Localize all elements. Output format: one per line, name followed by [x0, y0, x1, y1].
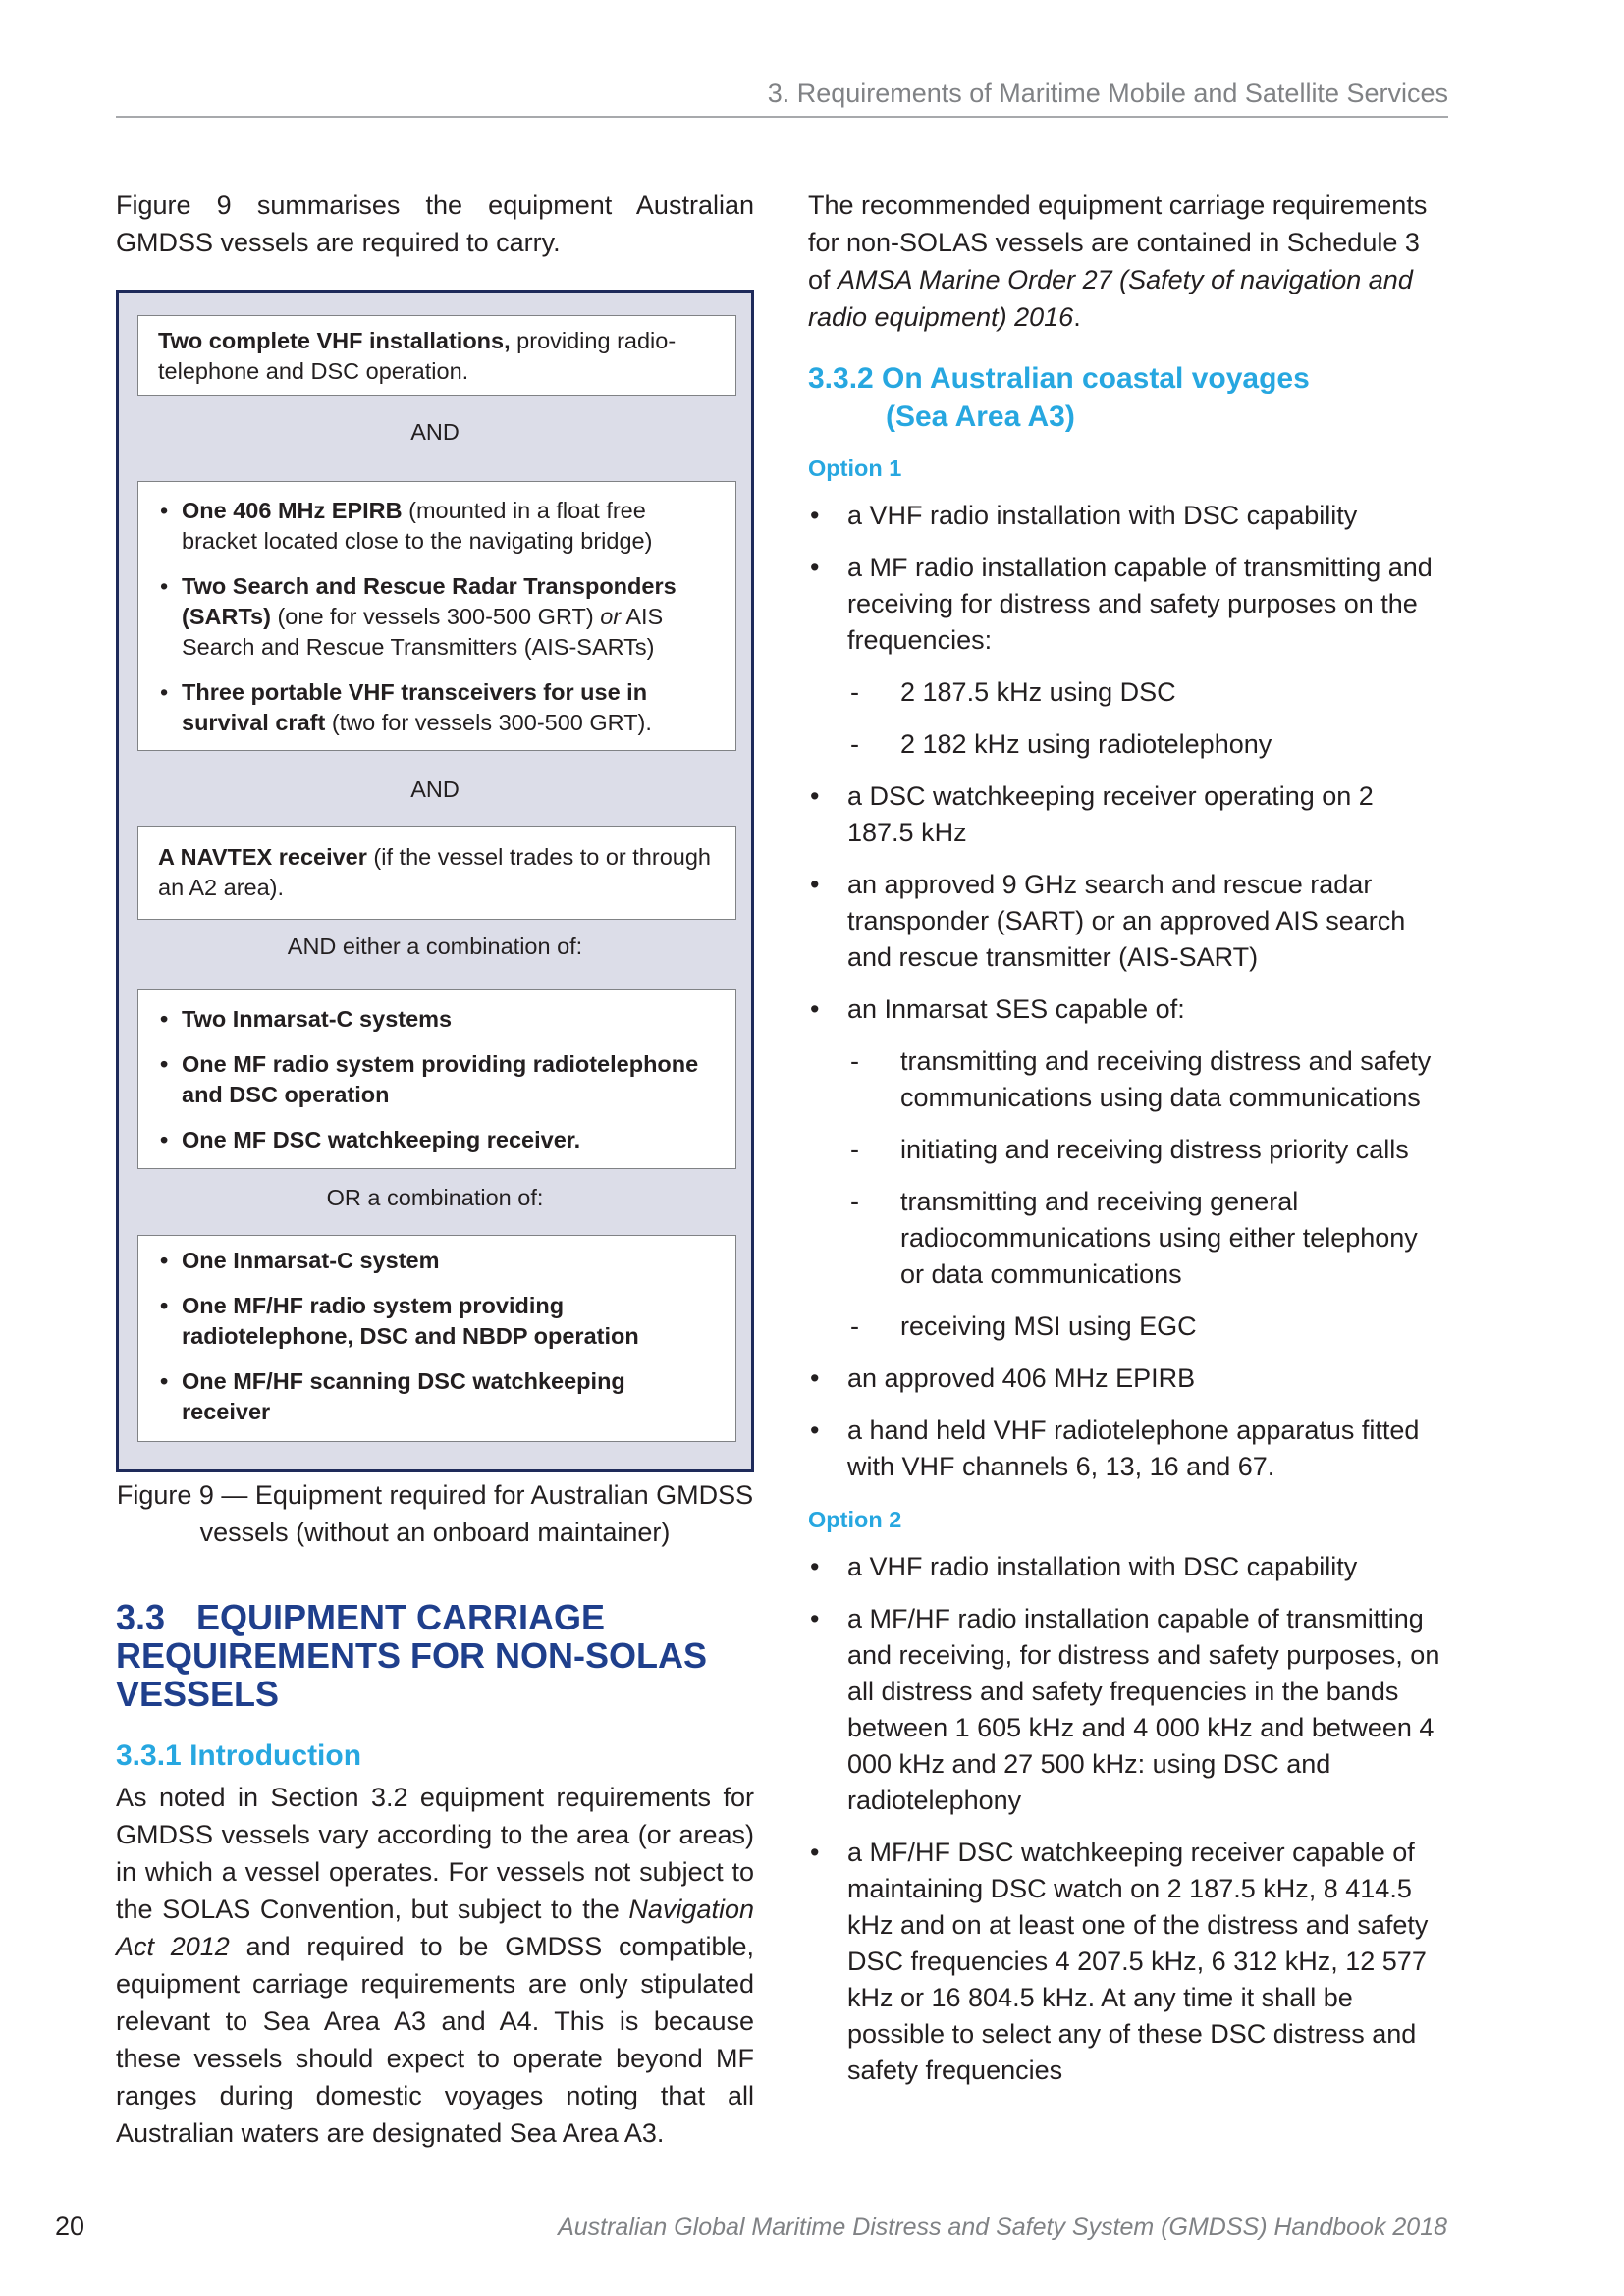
figure-box-navtex: [137, 826, 736, 920]
header-rule: [116, 116, 1448, 118]
figure-item-option-a-1: • Two Inmarsat-C systems: [158, 1004, 716, 1035]
section-heading: [116, 1598, 754, 1713]
sub-list-item: - 2 182 kHz using radiotelephony: [847, 726, 1446, 763]
figure-item-epirb: • One 406 MHz EPIRB (mounted in a float free bracket located close to the navigating bridge): [158, 496, 716, 557]
figure-box-vhf: [137, 315, 736, 396]
introduction-body: As noted in Section 3.2 equipment requirements for GMDSS vessels vary according to the area (or areas) in which a vessel operates. For vessels not subject to the SOLAS Convention, but subject to the Navigation Act 2012 and required to be GMDSS compatible, equipment carriage requirements are only stipulated relevant to Sea Area A3 and A4. This is because these vessels should expect to operate beyond MF ranges during domestic voyages noting that all Australian waters are designated Sea Area A3.: [116, 1783, 755, 2148]
list-item: • a DSC watchkeeping receiver operating on 2 187.5 kHz: [808, 778, 1446, 851]
subsection-heading-introduction: [116, 1736, 754, 1775]
list-item: • a VHF radio installation with DSC capability: [808, 1549, 1446, 1585]
list-item: • an approved 406 MHz EPIRB: [808, 1361, 1446, 1397]
option-1-label: Option 1: [808, 455, 902, 481]
list-item: • a MF/HF DSC watchkeeping receiver capable of maintaining DSC watch on 2 187.5 kHz, 8 414.5 kHz and on at least one of the distress and safety DSC frequencies 4 207.5 kHz, 6 312 kHz, 12 577 kHz or 16 804.5 kHz. At any time it shall be possible to select any of these DSC distress and safety frequencies: [808, 1835, 1446, 2089]
list-item: • a VHF radio installation with DSC capability: [808, 498, 1446, 534]
subsection-heading-coastal: [808, 359, 1446, 436]
subsection-number: 3.3.1: [116, 1739, 182, 1772]
figure-box-epirb-sart: [137, 481, 736, 751]
figure-item-option-a-2: • One MF radio system providing radiotelephone and DSC operation: [158, 1049, 716, 1110]
sub-list-item: - 2 187.5 kHz using DSC: [847, 674, 1446, 711]
subsection-coastal-line2: (Sea Area A3): [886, 400, 1075, 433]
figure-item-option-b-1: • One Inmarsat-C system: [158, 1246, 716, 1276]
figure-box-navtex-bold: A NAVTEX receiver: [158, 844, 367, 870]
figure-box-option-b: [137, 1235, 736, 1442]
figure-item-option-b-2: • One MF/HF radio system providing radiotelephone, DSC and NBDP operation: [158, 1291, 716, 1352]
figure-box-navtex-text: (if the vessel trades to or through an A2 area).: [158, 844, 711, 900]
figure-9-box: [116, 290, 754, 1472]
figure-box-vhf-text: providing radio-telephone and DSC operation.: [158, 328, 677, 384]
figure-box-option-a: [137, 989, 736, 1169]
figure-item-option-a-3: • One MF DSC watchkeeping receiver.: [158, 1125, 716, 1155]
subsection-coastal-line1: 3.3.2 On Australian coastal voyages: [808, 362, 1310, 395]
schedule-intro: The recommended equipment carriage requirements for non-SOLAS vessels are contained in Schedule 3 of AMSA Marine Order 27 (Safety of navigation and radio equipment) 2016.: [808, 190, 1428, 332]
list-item: • an approved 9 GHz search and rescue radar transponder (SART) or an approved AIS search and rescue transmitter (AIS-SART): [808, 867, 1446, 976]
page-number: 20: [55, 2212, 85, 2241]
figure-separator-and-1: AND: [410, 419, 460, 445]
option-2-list: [808, 1549, 1446, 2089]
list-item: • a MF/HF radio installation capable of transmitting and receiving, for distress and safety purposes, on all distress and safety frequencies in the bands between 1 605 kHz and 4 000 kHz and between 4 000 kHz and 27 500 kHz: using DSC and radiotelephony: [808, 1601, 1446, 1819]
sub-list-item: - initiating and receiving distress priority calls: [847, 1132, 1446, 1168]
figure-box-vhf-bold: Two complete VHF installations,: [158, 328, 511, 353]
figure-item-sart: • Two Search and Rescue Radar Transponders (SARTs) (one for vessels 300-500 GRT) or AIS Search and Rescue Transmitters (AIS-SARTs): [158, 571, 716, 663]
list-item: • an Inmarsat SES capable of: - transmitting and receiving distress and safety communications using data communications - initiating and receiving distress priority calls - transmitting and receiving general radiocommunications using either telephony or data communications - receiving MSI using EGC: [808, 991, 1446, 1345]
left-column: [116, 187, 754, 2152]
figure-caption: Figure 9 — Equipment required for Australian GMDSS vessels (without an onboard maintainer): [116, 1480, 754, 1547]
figure-intro: Figure 9 summarises the equipment Australian GMDSS vessels are required to carry.: [116, 190, 754, 257]
sub-list-item: - transmitting and receiving general radiocommunications using either telephony or data communications: [847, 1184, 1446, 1293]
figure-item-option-b-3: • One MF/HF scanning DSC watchkeeping receiver: [158, 1366, 716, 1427]
figure-separator-and-2: AND: [410, 776, 460, 802]
subsection-title: Introduction: [189, 1739, 362, 1772]
sub-list-item: - transmitting and receiving distress and safety communications using data communications: [847, 1043, 1446, 1116]
figure-separator-either: AND either a combination of:: [287, 934, 583, 959]
running-header: 3. Requirements of Maritime Mobile and Satellite Services: [767, 79, 1448, 108]
figure-separator-or: OR a combination of:: [326, 1185, 544, 1210]
section-title: EQUIPMENT CARRIAGE REQUIREMENTS FOR NON-SOLAS VESSELS: [116, 1597, 708, 1714]
list-item: • a hand held VHF radiotelephone apparatus fitted with VHF channels 6, 13, 16 and 67.: [808, 1413, 1446, 1485]
section-number: 3.3: [116, 1597, 166, 1637]
list-item: • a MF radio installation capable of transmitting and receiving for distress and safety purposes on the frequencies: - 2 187.5 kHz using DSC - 2 182 kHz using radiotelephony: [808, 550, 1446, 763]
figure-item-vhf-transceivers: • Three portable VHF transceivers for use in survival craft (two for vessels 300-500 GRT).: [158, 677, 716, 738]
option-2-label: Option 2: [808, 1507, 902, 1532]
footer-title: Australian Global Maritime Distress and Safety System (GMDSS) Handbook 2018: [558, 2214, 1447, 2241]
option-1-list: [808, 498, 1446, 1485]
right-column: [808, 187, 1446, 2105]
sub-list-item: - receiving MSI using EGC: [847, 1308, 1446, 1345]
